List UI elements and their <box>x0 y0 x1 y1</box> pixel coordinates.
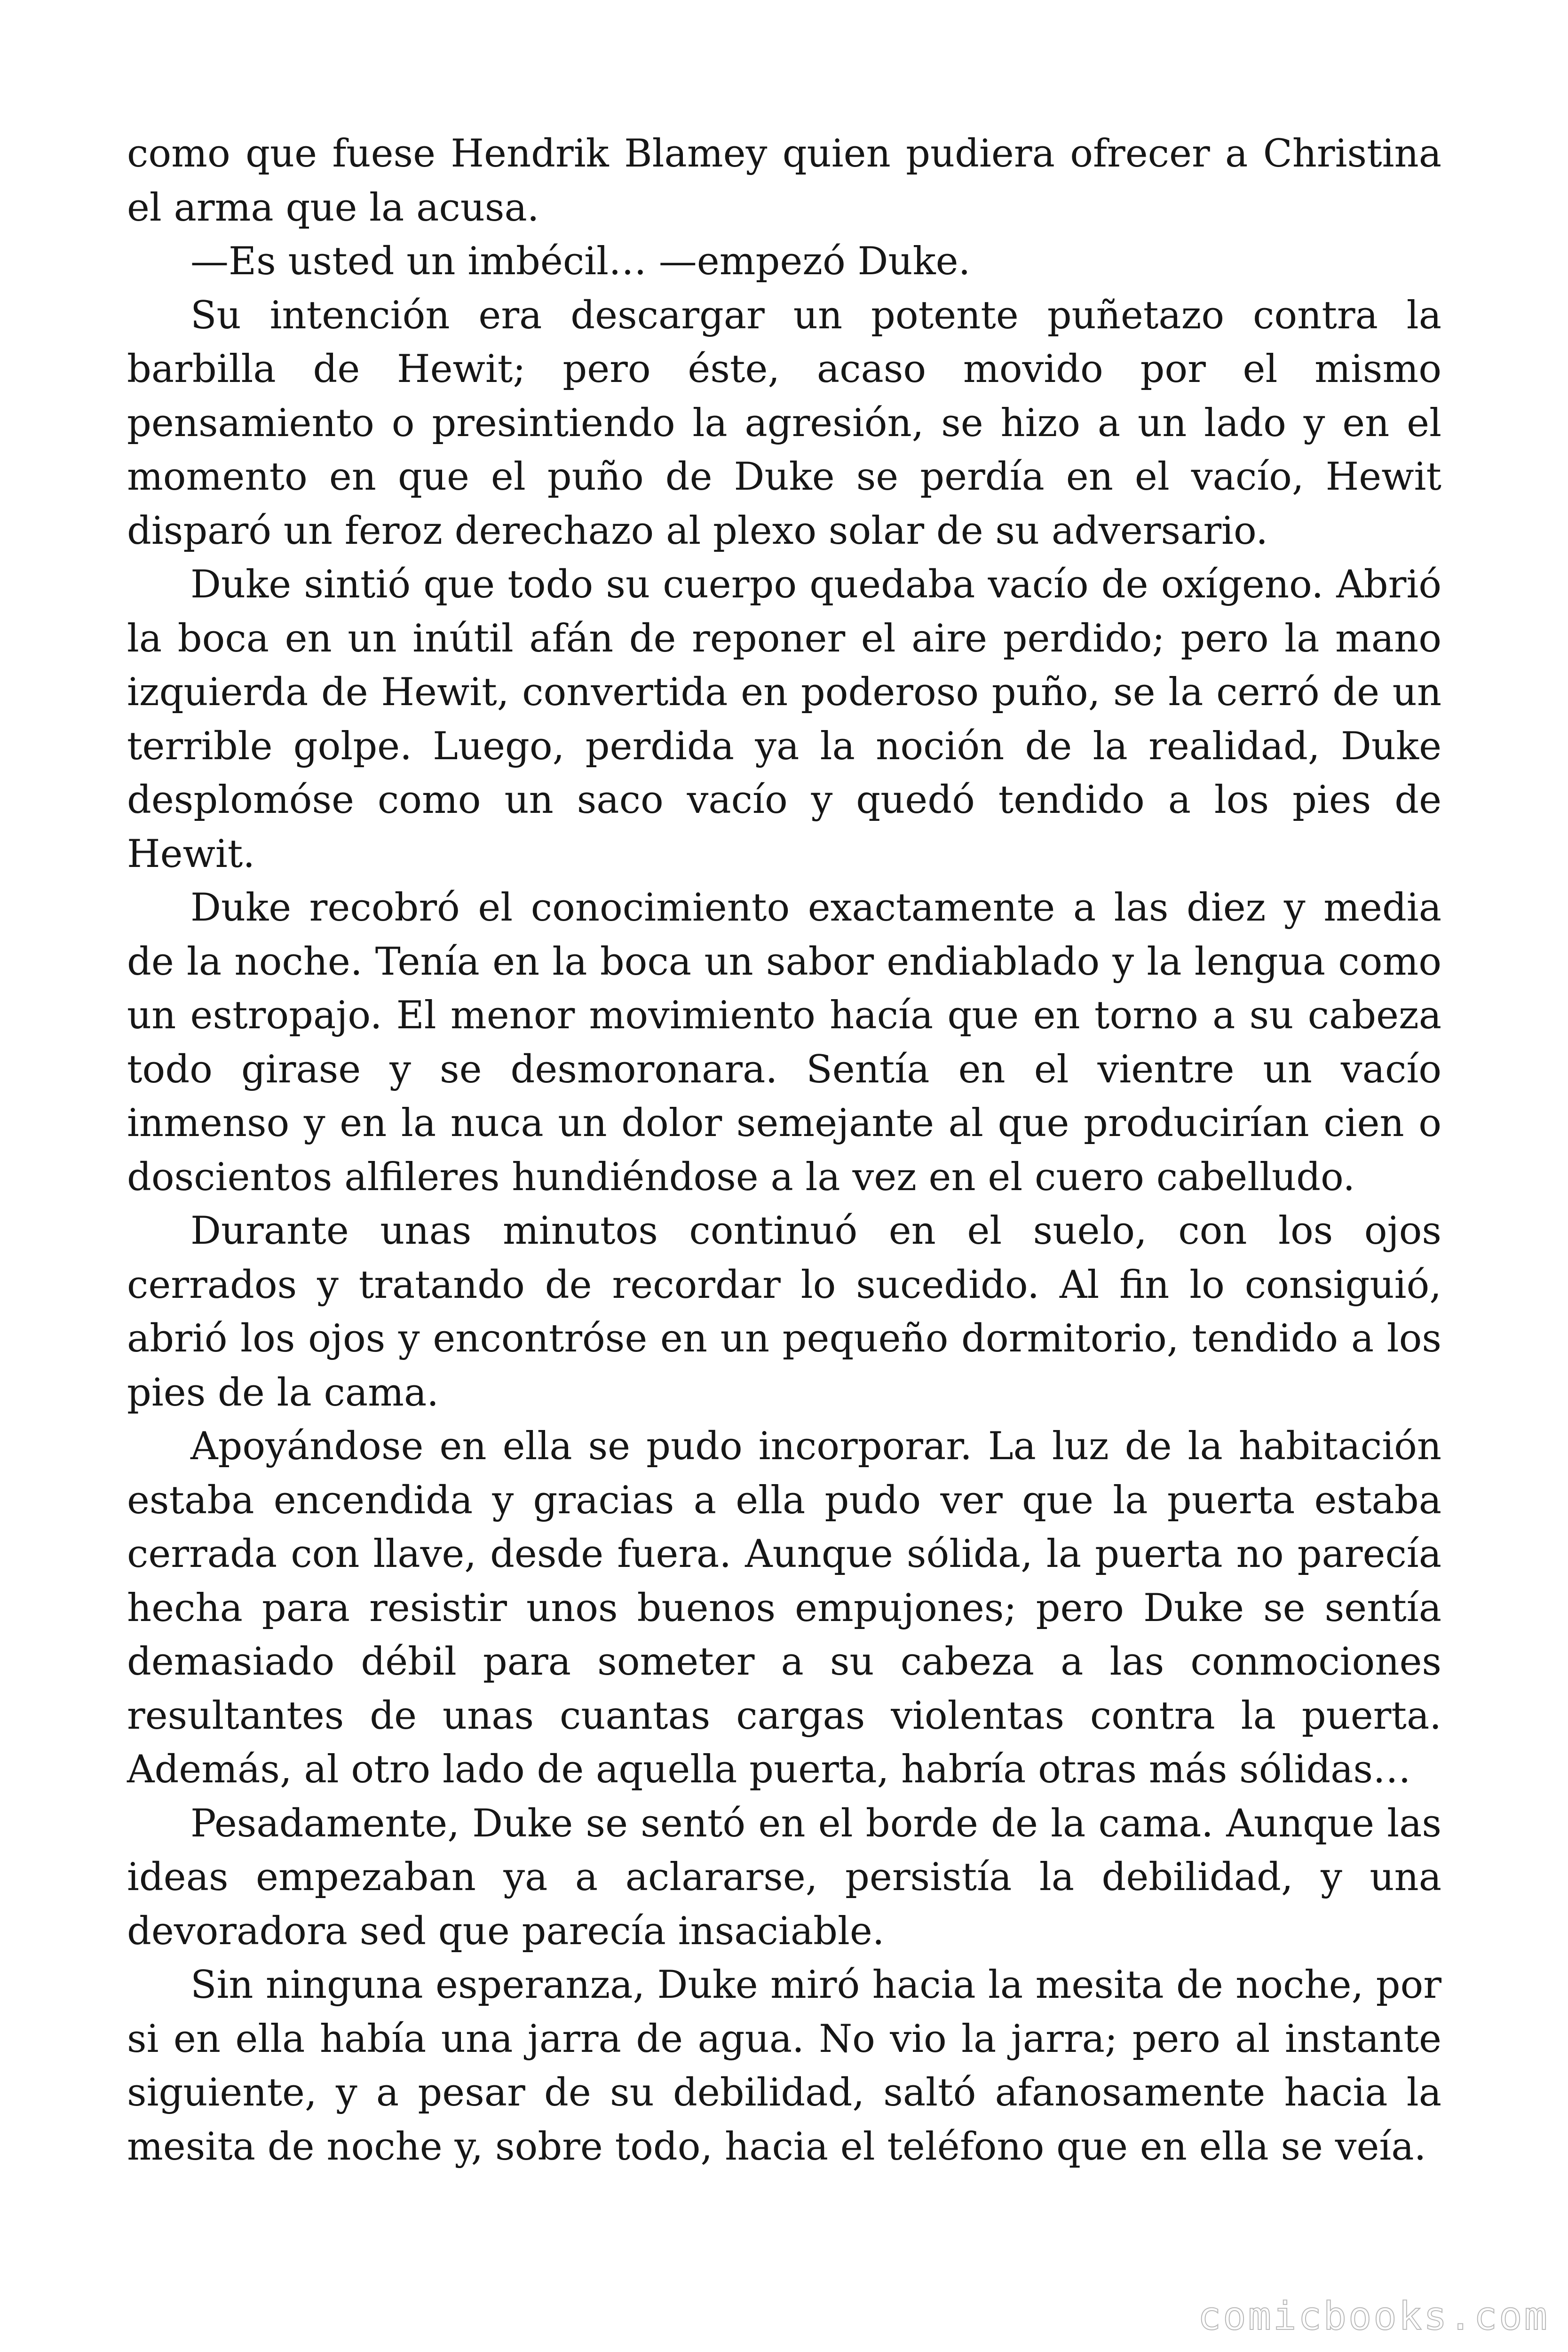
paragraph-1: como que fuese Hendrik Blamey quien pudiera ofrecer a Christina el arma que la acusa. <box>127 132 1441 230</box>
watermark: comicbooks.com <box>1197 2294 1549 2339</box>
body-text <box>127 127 1441 2174</box>
paragraph-4: Duke sintió que todo su cuerpo quedaba vacío de oxígeno. Abrió la boca en un inútil afán de reponer el aire perdido; pero la mano izquierda de Hewit, convertida en poderoso puño, se la cerró de un terrible golpe. Luego, perdida ya la noción de la realidad, Duke desplomóse como un saco vacío y quedó tendido a los pies de Hewit. <box>127 563 1441 876</box>
paragraph-6: Durante unas minutos continuó en el suelo, con los ojos cerrados y tratando de recordar lo sucedido. Al fin lo consiguió, abrió los ojos y encontróse en un pequeño dormitorio, tendido a los pies de la cama. <box>127 1209 1441 1415</box>
paragraph-3: Su intención era descargar un potente puñetazo contra la barbilla de Hewit; pero éste, acaso movido por el mismo pensamiento o presintiendo la agresión, se hizo a un lado y en el momento en que el puño de Duke se perdía en el vacío, Hewit disparó un feroz derechazo al plexo solar de su adversario. <box>127 293 1441 553</box>
paragraph-8: Pesadamente, Duke se sentó en el borde de la cama. Aunque las ideas empezaban ya a aclararse, persistía la debilidad, y una devoradora sed que parecía insaciable. <box>127 1801 1441 1954</box>
paragraph-9: Sin ninguna esperanza, Duke miró hacia la mesita de noche, por si en ella había una jarra de agua. No vio la jarra; pero al instante siguiente, y a pesar de su debilidad, saltó afanosamente hacia la mesita de noche y, sobre todo, hacia el teléfono que en ella se veía. <box>127 1963 1441 2169</box>
paragraph-2: —Es usted un imbécil… —empezó Duke. <box>190 239 971 284</box>
paragraph-7: Apoyándose en ella se pudo incorporar. La luz de la habitación estaba encendida y gracias a ella pudo ver que la puerta estaba cerrada con llave, desde fuera. Aunque sólida, la puerta no parecía hecha para resistir unos buenos empujones; pero Duke se sentía demasiado débil para someter a su cabeza a las conmociones resultantes de unas cuantas cargas violentas contra la puerta. Además, al otro lado de aquella puerta, habría otras más sólidas… <box>127 1424 1441 1792</box>
paragraph-5: Duke recobró el conocimiento exactamente a las diez y media de la noche. Tenía en la boca un sabor endiablado y la lengua como un estropajo. El menor movimiento hacía que en torno a su cabeza todo girase y se desmoronara. Sentía en el vientre un vacío inmenso y en la nuca un dolor semejante al que producirían cien o doscientos alfileres hundiéndose a la vez en el cuero cabelludo. <box>127 886 1441 1200</box>
